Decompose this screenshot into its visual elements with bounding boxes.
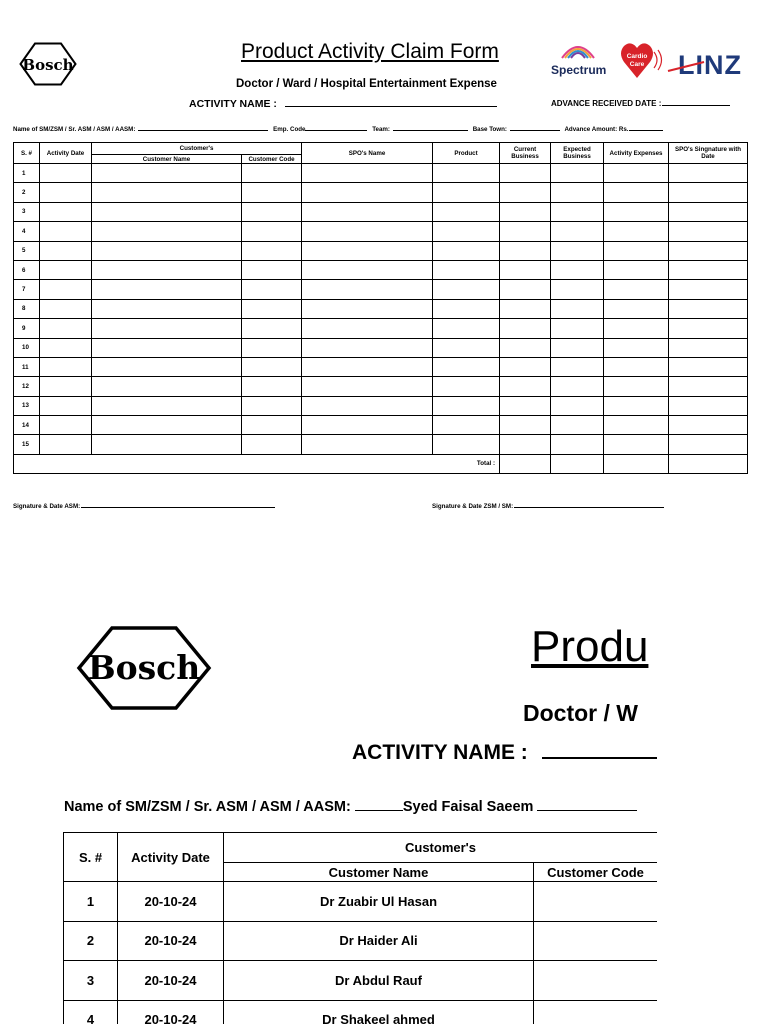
zoomed-row-activity-date: 20-10-24 bbox=[118, 882, 224, 922]
advance-amount-label: Advance Amount: Rs. bbox=[564, 126, 629, 133]
zoomed-header-activity-date: Activity Date bbox=[118, 833, 224, 882]
activity-name-field bbox=[189, 98, 497, 110]
row-customer-name bbox=[92, 396, 242, 415]
name-label: Name of SM/ZSM / Sr. ASM / ASM / AASM: bbox=[13, 126, 136, 133]
row-current-business bbox=[500, 435, 551, 454]
zoomed-row-customer-name: Dr Shakeel ahmed bbox=[224, 1000, 534, 1024]
row-sno: 10 bbox=[14, 338, 40, 357]
row-current-business bbox=[500, 416, 551, 435]
zoomed-name-label: Name of SM/ZSM / Sr. ASM / ASM / AASM: bbox=[64, 799, 351, 815]
zoomed-row-sno: 1 bbox=[64, 882, 118, 922]
row-spo-name bbox=[302, 260, 433, 279]
row-product bbox=[433, 202, 500, 221]
row-expected-business bbox=[551, 357, 604, 376]
total-current-business bbox=[500, 454, 551, 473]
row-current-business bbox=[500, 338, 551, 357]
spectrum-logo bbox=[551, 47, 606, 77]
row-sno: 6 bbox=[14, 260, 40, 279]
zoomed-table-row bbox=[64, 1000, 658, 1024]
zoomed-name-blank-right bbox=[537, 810, 637, 811]
row-activity-date bbox=[40, 357, 92, 376]
zoomed-row-sno: 4 bbox=[64, 1000, 118, 1024]
row-spo-signature bbox=[669, 222, 748, 241]
advance-date-field bbox=[551, 99, 730, 108]
svg-text:Care: Care bbox=[629, 61, 645, 68]
row-expected-business bbox=[551, 202, 604, 221]
table-row bbox=[14, 241, 748, 260]
cardio-care-logo bbox=[621, 43, 662, 78]
row-current-business bbox=[500, 164, 551, 183]
table-row bbox=[14, 164, 748, 183]
table-row bbox=[14, 260, 748, 279]
row-customer-name bbox=[92, 338, 242, 357]
zoomed-row-customer-name: Dr Haider Ali bbox=[224, 921, 534, 961]
zoomed-header-row bbox=[64, 833, 658, 863]
table-body bbox=[14, 164, 748, 455]
svg-text:Bosch: Bosch bbox=[87, 648, 201, 687]
table-row bbox=[14, 416, 748, 435]
row-expected-business bbox=[551, 435, 604, 454]
emp-code-blank bbox=[305, 130, 367, 131]
row-current-business bbox=[500, 183, 551, 202]
row-spo-name bbox=[302, 241, 433, 260]
row-activity-expenses bbox=[604, 338, 669, 357]
row-customer-name bbox=[92, 202, 242, 221]
zoomed-form-subtitle: Doctor / W bbox=[523, 700, 638, 726]
svg-text:Cardio: Cardio bbox=[626, 53, 648, 60]
row-product bbox=[433, 280, 500, 299]
zoomed-crop-area bbox=[0, 600, 657, 1024]
header-product: Product bbox=[433, 143, 500, 164]
row-expected-business bbox=[551, 377, 604, 396]
base-town-label: Base Town: bbox=[472, 126, 507, 133]
row-customer-name bbox=[92, 357, 242, 376]
row-customer-code bbox=[242, 260, 302, 279]
table-row bbox=[14, 396, 748, 415]
row-sno: 13 bbox=[14, 396, 40, 415]
row-spo-name bbox=[302, 222, 433, 241]
row-customer-code bbox=[242, 202, 302, 221]
header-sno: S. # bbox=[14, 143, 40, 164]
zsm-signature-label: Signature & Date ZSM / SM: bbox=[432, 503, 514, 510]
row-activity-expenses bbox=[604, 377, 669, 396]
row-customer-code bbox=[242, 319, 302, 338]
row-spo-name bbox=[302, 299, 433, 318]
row-activity-expenses bbox=[604, 416, 669, 435]
row-spo-name bbox=[302, 338, 433, 357]
row-activity-date bbox=[40, 396, 92, 415]
row-activity-date bbox=[40, 222, 92, 241]
zoomed-header-customer-code: Customer Code bbox=[534, 863, 658, 882]
table-row bbox=[14, 435, 748, 454]
zoomed-form-title: Produ bbox=[531, 622, 649, 671]
row-expected-business bbox=[551, 416, 604, 435]
row-spo-signature bbox=[669, 260, 748, 279]
row-product bbox=[433, 357, 500, 376]
zoomed-table-row bbox=[64, 882, 658, 922]
row-customer-name bbox=[92, 241, 242, 260]
emp-code-label: Emp. Code bbox=[273, 126, 306, 133]
header-customers: Customer's bbox=[92, 143, 302, 155]
table-row bbox=[14, 299, 748, 318]
row-spo-signature bbox=[669, 396, 748, 415]
name-blank bbox=[138, 130, 268, 131]
linz-text: LINZ bbox=[678, 50, 742, 80]
row-activity-date bbox=[40, 377, 92, 396]
row-sno: 14 bbox=[14, 416, 40, 435]
employee-info-line bbox=[13, 126, 666, 133]
row-customer-code bbox=[242, 299, 302, 318]
table-row bbox=[14, 377, 748, 396]
row-sno: 9 bbox=[14, 319, 40, 338]
zoomed-row-customer-name: Dr Abdul Rauf bbox=[224, 961, 534, 1001]
header-customer-code: Customer Code bbox=[242, 155, 302, 164]
row-customer-name bbox=[92, 280, 242, 299]
row-customer-code bbox=[242, 164, 302, 183]
brand-logos-graphic bbox=[548, 38, 744, 80]
row-product bbox=[433, 260, 500, 279]
row-spo-name bbox=[302, 319, 433, 338]
row-customer-code bbox=[242, 241, 302, 260]
row-sno: 5 bbox=[14, 241, 40, 260]
linz-logo bbox=[668, 50, 742, 80]
row-activity-date bbox=[40, 416, 92, 435]
zoomed-activity-name-blank bbox=[542, 757, 657, 759]
row-sno: 15 bbox=[14, 435, 40, 454]
activity-name-blank bbox=[285, 106, 497, 107]
row-spo-signature bbox=[669, 357, 748, 376]
spectrum-text: Spectrum bbox=[551, 63, 607, 77]
header-customer-name: Customer Name bbox=[92, 155, 242, 164]
zoomed-table-body bbox=[64, 882, 658, 1024]
row-expected-business bbox=[551, 338, 604, 357]
row-customer-name bbox=[92, 260, 242, 279]
total-label: Total : bbox=[14, 454, 500, 473]
row-current-business bbox=[500, 299, 551, 318]
row-spo-signature bbox=[669, 299, 748, 318]
row-activity-date bbox=[40, 202, 92, 221]
row-customer-name bbox=[92, 416, 242, 435]
advance-amount-blank bbox=[629, 130, 663, 131]
row-activity-date bbox=[40, 164, 92, 183]
row-expected-business bbox=[551, 319, 604, 338]
row-activity-expenses bbox=[604, 357, 669, 376]
row-spo-signature bbox=[669, 183, 748, 202]
row-activity-expenses bbox=[604, 299, 669, 318]
row-sno: 1 bbox=[14, 164, 40, 183]
row-spo-signature bbox=[669, 319, 748, 338]
row-product bbox=[433, 396, 500, 415]
zoomed-row-activity-date: 20-10-24 bbox=[118, 1000, 224, 1024]
row-spo-name bbox=[302, 357, 433, 376]
row-customer-name bbox=[92, 377, 242, 396]
activity-claim-table bbox=[13, 142, 748, 474]
row-current-business bbox=[500, 377, 551, 396]
zoomed-table-row bbox=[64, 961, 658, 1001]
row-spo-signature bbox=[669, 202, 748, 221]
table-total-row bbox=[14, 454, 748, 473]
row-spo-signature bbox=[669, 164, 748, 183]
row-sno: 4 bbox=[14, 222, 40, 241]
row-sno: 2 bbox=[14, 183, 40, 202]
row-spo-signature bbox=[669, 280, 748, 299]
row-product bbox=[433, 435, 500, 454]
row-customer-name bbox=[92, 183, 242, 202]
zoomed-row-sno: 2 bbox=[64, 921, 118, 961]
row-spo-name bbox=[302, 183, 433, 202]
asm-signature-field bbox=[13, 503, 275, 510]
header-activity-date: Activity Date bbox=[40, 143, 92, 164]
row-customer-name bbox=[92, 319, 242, 338]
row-activity-expenses bbox=[604, 164, 669, 183]
row-customer-code bbox=[242, 396, 302, 415]
base-town-blank bbox=[510, 130, 560, 131]
row-sno: 7 bbox=[14, 280, 40, 299]
advance-date-label: ADVANCE RECEIVED DATE : bbox=[551, 99, 662, 108]
bosch-logo bbox=[19, 42, 77, 86]
form-title: Product Activity Claim Form bbox=[241, 40, 499, 63]
row-sno: 12 bbox=[14, 377, 40, 396]
table-row bbox=[14, 183, 748, 202]
row-expected-business bbox=[551, 222, 604, 241]
form-subtitle: Doctor / Ward / Hospital Entertainment Expense bbox=[236, 78, 497, 90]
row-spo-name bbox=[302, 280, 433, 299]
activity-name-label: ACTIVITY NAME : bbox=[189, 98, 277, 110]
row-current-business bbox=[500, 280, 551, 299]
table-header-row bbox=[14, 143, 748, 155]
header-current-business: Current Business bbox=[500, 143, 551, 164]
row-activity-expenses bbox=[604, 280, 669, 299]
zoomed-row-customer-name: Dr Zuabir Ul Hasan bbox=[224, 882, 534, 922]
zoomed-claim-table bbox=[63, 832, 657, 1024]
row-customer-code bbox=[242, 377, 302, 396]
brand-logos bbox=[548, 38, 744, 80]
row-activity-date bbox=[40, 435, 92, 454]
row-spo-signature bbox=[669, 338, 748, 357]
row-sno: 3 bbox=[14, 202, 40, 221]
svg-text:Bosch: Bosch bbox=[22, 56, 74, 74]
row-product bbox=[433, 319, 500, 338]
row-activity-date bbox=[40, 280, 92, 299]
row-spo-signature bbox=[669, 416, 748, 435]
row-product bbox=[433, 416, 500, 435]
row-expected-business bbox=[551, 241, 604, 260]
zoomed-row-activity-date: 20-10-24 bbox=[118, 961, 224, 1001]
team-blank bbox=[393, 130, 468, 131]
zoomed-row-customer-code bbox=[534, 882, 658, 922]
row-customer-code bbox=[242, 280, 302, 299]
table-row bbox=[14, 319, 748, 338]
zoomed-header-customer-name: Customer Name bbox=[224, 863, 534, 882]
row-activity-date bbox=[40, 319, 92, 338]
row-expected-business bbox=[551, 280, 604, 299]
zoomed-table-row bbox=[64, 921, 658, 961]
row-customer-code bbox=[242, 416, 302, 435]
zoomed-form-page bbox=[0, 600, 768, 1024]
zoomed-row-activity-date: 20-10-24 bbox=[118, 921, 224, 961]
total-activity-expenses bbox=[604, 454, 669, 473]
row-activity-expenses bbox=[604, 183, 669, 202]
row-activity-expenses bbox=[604, 241, 669, 260]
row-customer-code bbox=[242, 435, 302, 454]
row-spo-name bbox=[302, 416, 433, 435]
row-product bbox=[433, 222, 500, 241]
zoomed-row-customer-code bbox=[534, 921, 658, 961]
row-expected-business bbox=[551, 164, 604, 183]
advance-date-blank bbox=[662, 105, 730, 106]
row-expected-business bbox=[551, 183, 604, 202]
row-customer-code bbox=[242, 183, 302, 202]
row-sno: 8 bbox=[14, 299, 40, 318]
zoomed-activity-name-field bbox=[352, 741, 657, 765]
row-expected-business bbox=[551, 260, 604, 279]
asm-signature-blank bbox=[81, 507, 275, 508]
row-spo-name bbox=[302, 202, 433, 221]
table-row bbox=[14, 338, 748, 357]
zoomed-name-blank-left bbox=[355, 810, 403, 811]
table-row bbox=[14, 202, 748, 221]
row-product bbox=[433, 377, 500, 396]
row-spo-name bbox=[302, 377, 433, 396]
row-product bbox=[433, 299, 500, 318]
row-activity-expenses bbox=[604, 202, 669, 221]
bosch-logo-large bbox=[76, 626, 212, 710]
row-activity-date bbox=[40, 183, 92, 202]
row-customer-name bbox=[92, 299, 242, 318]
row-current-business bbox=[500, 241, 551, 260]
row-current-business bbox=[500, 357, 551, 376]
row-product bbox=[433, 241, 500, 260]
zsm-signature-blank bbox=[514, 507, 664, 508]
zoomed-employee-info-line bbox=[64, 799, 637, 815]
row-customer-code bbox=[242, 222, 302, 241]
row-expected-business bbox=[551, 299, 604, 318]
zoomed-row-sno: 3 bbox=[64, 961, 118, 1001]
row-activity-date bbox=[40, 260, 92, 279]
row-activity-date bbox=[40, 338, 92, 357]
row-activity-expenses bbox=[604, 319, 669, 338]
table-row bbox=[14, 222, 748, 241]
row-customer-name bbox=[92, 435, 242, 454]
zoomed-row-customer-code bbox=[534, 1000, 658, 1024]
row-sno: 11 bbox=[14, 357, 40, 376]
zsm-signature-field bbox=[432, 503, 664, 510]
total-expected-business bbox=[551, 454, 604, 473]
table-row bbox=[14, 357, 748, 376]
header-expected-business: Expected Business bbox=[551, 143, 604, 164]
row-activity-date bbox=[40, 241, 92, 260]
row-activity-expenses bbox=[604, 435, 669, 454]
employee-name-value: Syed Faisal Saeem bbox=[402, 799, 534, 815]
row-activity-expenses bbox=[604, 222, 669, 241]
row-customer-code bbox=[242, 338, 302, 357]
row-expected-business bbox=[551, 396, 604, 415]
asm-signature-label: Signature & Date ASM: bbox=[13, 503, 81, 510]
row-spo-signature bbox=[669, 241, 748, 260]
row-customer-name bbox=[92, 164, 242, 183]
row-product bbox=[433, 338, 500, 357]
row-activity-expenses bbox=[604, 396, 669, 415]
header-spo-name: SPO's Name bbox=[302, 143, 433, 164]
row-spo-name bbox=[302, 435, 433, 454]
zoomed-header-sno: S. # bbox=[64, 833, 118, 882]
zoomed-header-customers: Customer's bbox=[224, 833, 658, 863]
row-activity-expenses bbox=[604, 260, 669, 279]
row-spo-signature bbox=[669, 435, 748, 454]
row-spo-name bbox=[302, 164, 433, 183]
team-label: Team: bbox=[372, 126, 390, 133]
header-activity-expenses: Activity Expenses bbox=[604, 143, 669, 164]
zoomed-row-customer-code bbox=[534, 961, 658, 1001]
row-current-business bbox=[500, 202, 551, 221]
row-product bbox=[433, 183, 500, 202]
row-current-business bbox=[500, 396, 551, 415]
row-product bbox=[433, 164, 500, 183]
table-row bbox=[14, 280, 748, 299]
row-current-business bbox=[500, 260, 551, 279]
row-spo-name bbox=[302, 396, 433, 415]
row-current-business bbox=[500, 222, 551, 241]
row-customer-code bbox=[242, 357, 302, 376]
zoomed-activity-name-label: ACTIVITY NAME : bbox=[352, 741, 528, 764]
total-spo-signature bbox=[669, 454, 748, 473]
row-current-business bbox=[500, 319, 551, 338]
row-customer-name bbox=[92, 222, 242, 241]
header-spo-signature: SPO's Singnature with Date bbox=[669, 143, 748, 164]
row-spo-signature bbox=[669, 377, 748, 396]
row-activity-date bbox=[40, 299, 92, 318]
